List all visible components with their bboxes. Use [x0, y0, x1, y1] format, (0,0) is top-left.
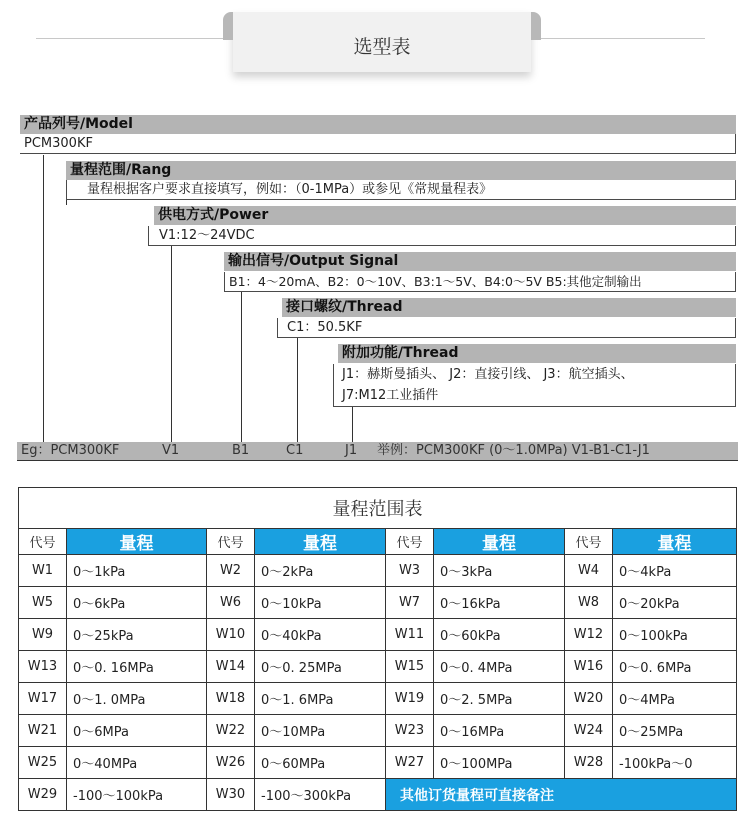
range-label: 量程范围/Rang: [66, 161, 736, 180]
range-value: 0～10MPa: [255, 715, 386, 747]
range-value: 0～100kPa: [613, 619, 737, 651]
connector-model: [43, 155, 44, 442]
connector-extra: [352, 404, 353, 442]
model-value: PCM300KF: [20, 134, 736, 154]
thread-value: C1：50.5KF: [277, 318, 736, 338]
range-code: W18: [207, 683, 255, 715]
range-code: W17: [19, 683, 67, 715]
extra-label: 附加功能/Thread: [338, 344, 736, 363]
range-value: 0～100MPa: [434, 747, 565, 779]
range-code: W22: [207, 715, 255, 747]
table-row: [19, 555, 737, 587]
example-c: C1: [286, 443, 304, 458]
code-header: 代号: [19, 529, 67, 555]
table-row: [19, 651, 737, 683]
extra-value: [333, 364, 736, 407]
range-value: 0～6MPa: [67, 715, 207, 747]
range-code: W16: [565, 651, 613, 683]
range-value: 0～4MPa: [613, 683, 737, 715]
code-header: 代号: [386, 529, 434, 555]
thread-label: 接口螺纹/Thread: [282, 298, 736, 317]
range-value: 0～16kPa: [434, 587, 565, 619]
range-table-title: 量程范围表: [19, 488, 737, 529]
connector-thread: [297, 338, 298, 442]
range-code: W13: [19, 651, 67, 683]
range-value: 0～40kPa: [255, 619, 386, 651]
code-header: 代号: [565, 529, 613, 555]
power-label: 供电方式/Power: [154, 206, 736, 225]
example-bar: [17, 442, 738, 461]
range-header: 量程: [67, 529, 207, 555]
range-code: W20: [565, 683, 613, 715]
range-value: 0～0. 25MPa: [255, 651, 386, 683]
range-value: 0～60kPa: [434, 619, 565, 651]
range-value: 量程根据客户要求直接填写，例如：（0-1MPa）或参见《常规量程表》: [66, 180, 736, 200]
range-value: 0～0. 6MPa: [613, 651, 737, 683]
example-text: 举例：PCM300KF (0～1.0MPa) V1-B1-C1-J1: [377, 443, 650, 458]
range-value: 0～1. 6MPa: [255, 683, 386, 715]
range-code: W21: [19, 715, 67, 747]
range-code: W28: [565, 747, 613, 779]
table-row: [19, 619, 737, 651]
range-code: W5: [19, 587, 67, 619]
extra-value-line-1: J1：赫斯曼插头、 J2：直接引线、 J3：航空插头、: [342, 367, 634, 382]
power-value: V1:12～24VDC: [148, 226, 736, 246]
range-value: 0～0. 16MPa: [67, 651, 207, 683]
connector-output: [241, 292, 242, 442]
range-code: W30: [207, 779, 255, 811]
output-label: 输出信号/Output Signal: [224, 252, 736, 271]
range-code: W11: [386, 619, 434, 651]
range-note: 其他订货量程可直接备注: [386, 779, 737, 811]
range-code: W2: [207, 555, 255, 587]
range-code: W8: [565, 587, 613, 619]
range-table-header: [19, 529, 737, 555]
range-value: 0～2. 5MPa: [434, 683, 565, 715]
example-b: B1: [232, 443, 250, 458]
range-table: [18, 487, 737, 811]
range-table-body: [19, 555, 737, 779]
range-code: W10: [207, 619, 255, 651]
range-code: W9: [19, 619, 67, 651]
range-value: 0～6kPa: [67, 587, 207, 619]
header-rule-right: [531, 38, 705, 39]
range-header: 量程: [613, 529, 737, 555]
range-code: W25: [19, 747, 67, 779]
page-title: 选型表: [353, 36, 411, 58]
example-j: J1: [345, 443, 358, 458]
range-code: W1: [19, 555, 67, 587]
output-value: B1：4～20mA、B2：0～10V、B3:1～5V、B4:0～5V B5:其他定制输出: [224, 272, 736, 292]
table-row: [19, 747, 737, 779]
range-code: W6: [207, 587, 255, 619]
header-rule-left: [36, 38, 234, 39]
range-value: 0～1kPa: [67, 555, 207, 587]
example-v: V1: [162, 443, 180, 458]
range-value: 0～3kPa: [434, 555, 565, 587]
range-value: 0～20kPa: [613, 587, 737, 619]
range-code: W24: [565, 715, 613, 747]
range-value: 0～0. 4MPa: [434, 651, 565, 683]
model-label: 产品列号/Model: [20, 115, 736, 134]
code-header: 代号: [207, 529, 255, 555]
range-code: W27: [386, 747, 434, 779]
range-value: -100kPa～0: [613, 747, 737, 779]
range-value: 0～4kPa: [613, 555, 737, 587]
range-value: 0～60MPa: [255, 747, 386, 779]
range-value: 0～25kPa: [67, 619, 207, 651]
range-value: -100～300kPa: [255, 779, 386, 811]
range-code: W19: [386, 683, 434, 715]
range-code: W14: [207, 651, 255, 683]
range-value: 0～2kPa: [255, 555, 386, 587]
range-code: W29: [19, 779, 67, 811]
range-header: 量程: [434, 529, 565, 555]
extra-value-line-2: J7:M12工业插件: [342, 388, 439, 403]
range-value: 0～1. 0MPa: [67, 683, 207, 715]
connector-power: [171, 246, 172, 442]
range-code: W23: [386, 715, 434, 747]
example-prefix: Eg：PCM300KF: [21, 443, 120, 458]
range-value: -100～100kPa: [67, 779, 207, 811]
range-code: W12: [565, 619, 613, 651]
range-code: W7: [386, 587, 434, 619]
range-value: 0～16MPa: [434, 715, 565, 747]
table-row: [19, 683, 737, 715]
range-value: 0～10kPa: [255, 587, 386, 619]
range-code: W4: [565, 555, 613, 587]
range-value: 0～25MPa: [613, 715, 737, 747]
table-row: [19, 715, 737, 747]
title-tab: [233, 12, 531, 72]
range-value: 0～40MPa: [67, 747, 207, 779]
range-code: W26: [207, 747, 255, 779]
range-code: W15: [386, 651, 434, 683]
range-header: 量程: [255, 529, 386, 555]
table-row: [19, 587, 737, 619]
range-code: W3: [386, 555, 434, 587]
table-row: [19, 779, 737, 811]
